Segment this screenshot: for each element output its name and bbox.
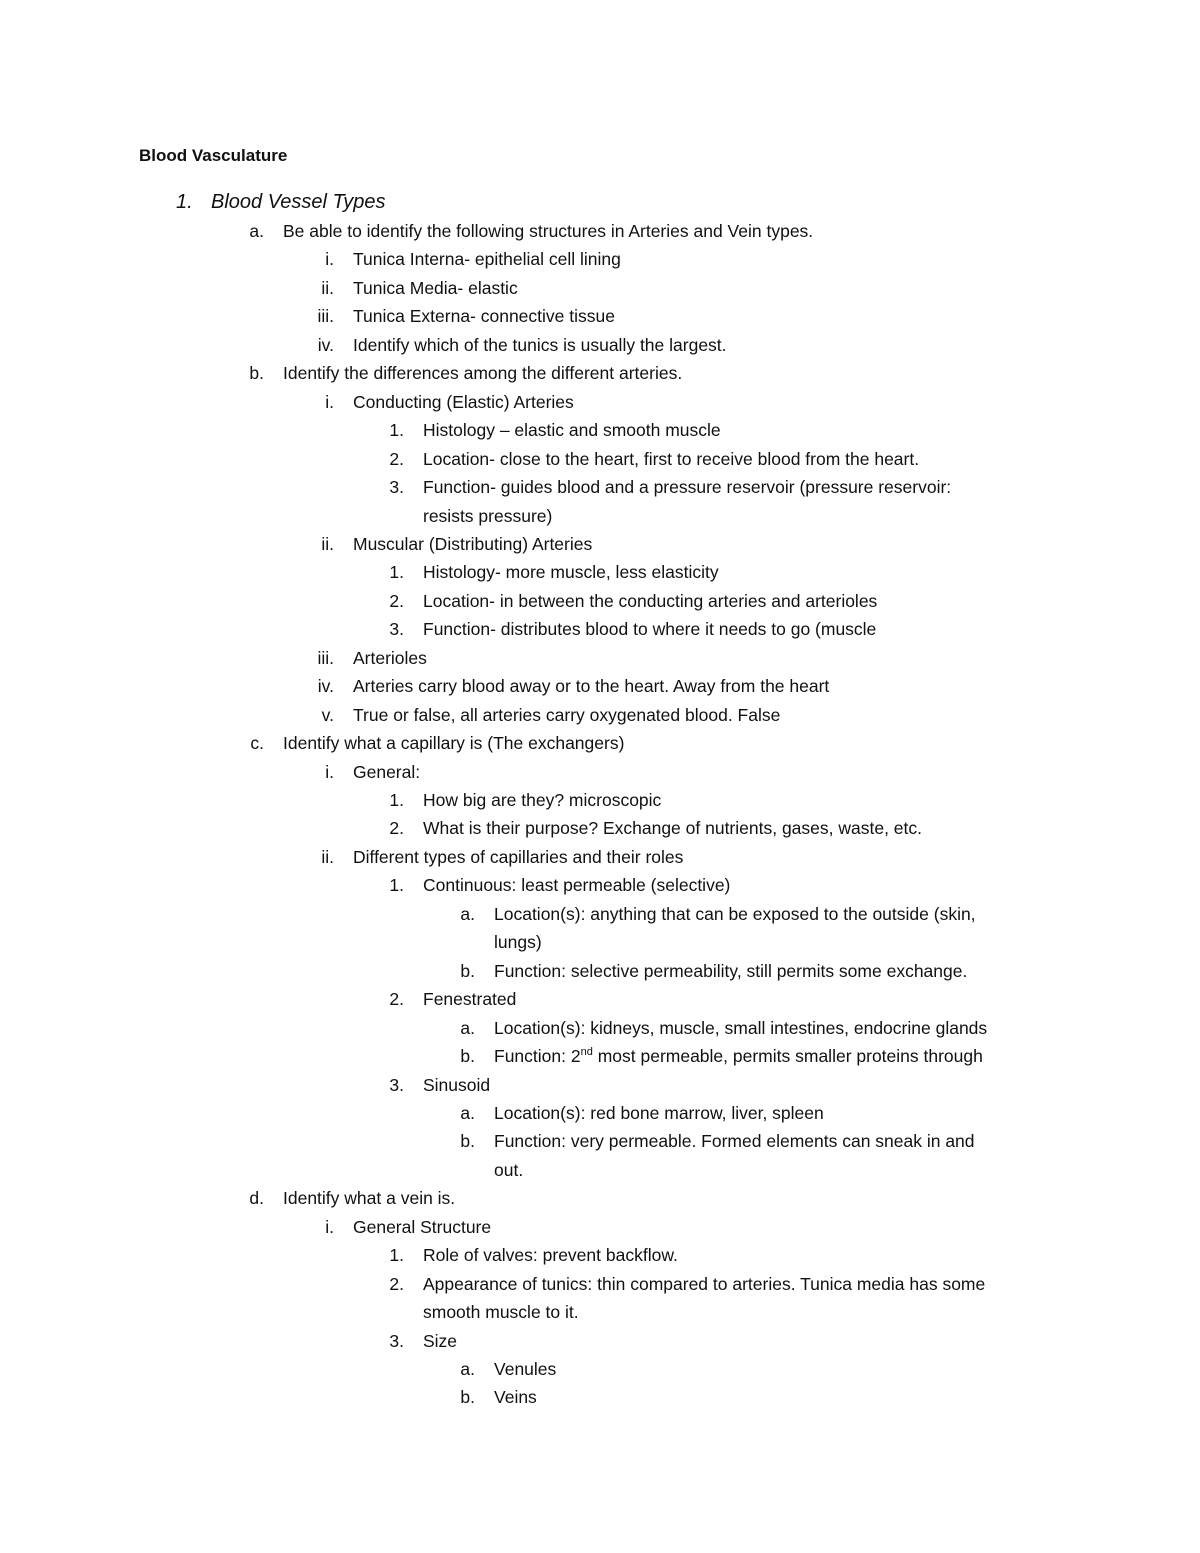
list-item	[283, 1184, 455, 1212]
list-item-text: out.	[494, 1159, 524, 1180]
list-item-text: Tunica Interna- epithelial cell lining	[353, 249, 621, 270]
list-marker: iv.	[317, 676, 334, 697]
list-marker: 1.	[389, 790, 404, 810]
list-marker: v.	[321, 704, 334, 725]
list-item-text: Role of valves: prevent backflow.	[423, 1245, 678, 1266]
list-item-text: smooth muscle to it.	[423, 1302, 579, 1323]
list-item-text: Location(s): kidneys, muscle, small intestines, endocrine glands	[494, 1017, 988, 1038]
list-item-text: Location(s): red bone marrow, liver, spleen	[494, 1102, 824, 1123]
list-item-text: Sinusoid	[423, 1074, 491, 1095]
list-item	[423, 1270, 985, 1298]
list-item	[423, 615, 876, 643]
list-item	[353, 302, 615, 330]
list-marker: iii.	[317, 647, 334, 668]
list-item	[494, 957, 967, 985]
list-item	[353, 672, 829, 700]
list-item	[283, 217, 813, 245]
list-marker: a.	[249, 221, 264, 241]
list-item-text: Size	[423, 1330, 458, 1351]
list-item-text: How big are they? microscopic	[423, 790, 662, 810]
list-marker: 3.	[389, 477, 404, 498]
list-item-text: Identify which of the tunics is usually the largest.	[353, 334, 727, 355]
list-item	[353, 274, 518, 302]
list-item-text: Conducting (Elastic) Arteries	[353, 391, 574, 412]
list-marker: 2.	[389, 1273, 404, 1294]
list-item-text: Muscular (Distributing) Arteries	[353, 533, 593, 554]
list-marker: 1.	[389, 1245, 404, 1266]
list-item	[494, 1014, 987, 1042]
list-item	[423, 871, 730, 899]
list-item	[353, 701, 780, 729]
list-item-text: Location- close to the heart, first to receive blood from the heart.	[423, 448, 920, 469]
list-item	[494, 900, 976, 928]
list-item	[423, 985, 516, 1013]
list-marker: ii.	[321, 533, 334, 554]
section-heading: Blood Vessel Types	[211, 191, 386, 213]
section-heading-marker: 1.	[176, 191, 193, 213]
list-item-text: True or false, all arteries carry oxygenated blood. False	[353, 704, 781, 725]
list-marker: 3.	[389, 1330, 404, 1351]
list-item-text: General:	[353, 761, 421, 782]
list-item	[494, 1383, 537, 1411]
list-item-text: Arteries carry blood away or to the heart. Away from the heart	[353, 676, 830, 697]
list-item	[283, 359, 682, 387]
list-item-text: Histology – elastic and smooth muscle	[423, 420, 721, 441]
list-item-text: resists pressure)	[423, 505, 553, 526]
list-item	[423, 786, 661, 814]
list-marker: iv.	[317, 334, 334, 355]
list-item-text: Venules	[494, 1359, 557, 1379]
list-item-text: Location- in between the conducting arteries and arterioles	[423, 590, 878, 611]
list-item-text: Function- distributes blood to where it needs to go (muscle	[423, 619, 877, 640]
list-item-text: Be able to identify the following structures in Arteries and Vein types.	[283, 221, 814, 241]
list-item	[423, 473, 951, 501]
list-item	[494, 1156, 523, 1184]
list-item-text: Appearance of tunics: thin compared to arteries. Tunica media has some	[423, 1273, 986, 1294]
list-marker: i.	[325, 1216, 334, 1237]
list-marker: iii.	[317, 306, 334, 327]
list-marker: 3.	[389, 619, 404, 640]
list-item	[353, 758, 420, 786]
list-item-text-tail: most permeable, permits smaller proteins through	[592, 1046, 983, 1067]
list-item-text: Arterioles	[353, 647, 427, 668]
list-marker: a.	[460, 1359, 475, 1379]
superscript: nd	[580, 1046, 593, 1059]
list-item	[353, 530, 592, 558]
list-marker: i.	[325, 761, 334, 782]
list-item-text: Identify what a capillary is (The exchangers)	[283, 733, 625, 754]
list-item-text: Continuous: least permeable (selective)	[423, 875, 731, 896]
list-item-text: Function: selective permeability, still permits some exchange.	[494, 960, 968, 981]
list-item	[283, 729, 624, 757]
list-item	[353, 843, 683, 871]
list-item-text: Identify what a vein is.	[283, 1188, 456, 1209]
list-item-text: Tunica Externa- connective tissue	[353, 306, 615, 327]
list-item-text: General Structure	[353, 1216, 492, 1237]
list-item	[353, 644, 427, 672]
list-item-text: Tunica Media- elastic	[353, 277, 518, 298]
document-title: Blood Vasculature	[139, 146, 288, 165]
list-item	[423, 416, 721, 444]
list-item-text: Histology- more muscle, less elasticity	[423, 562, 719, 583]
list-item	[423, 1241, 678, 1269]
list-marker: b.	[460, 1131, 475, 1152]
list-item	[494, 928, 542, 956]
list-item	[423, 502, 552, 530]
list-item	[423, 1327, 457, 1355]
list-item	[494, 1042, 983, 1070]
list-item	[423, 445, 919, 473]
list-item-text: Identify the differences among the different arteries.	[283, 363, 683, 384]
list-marker: 2.	[389, 590, 404, 611]
list-item-text: Veins	[494, 1387, 537, 1408]
list-item	[353, 1213, 491, 1241]
list-item	[353, 388, 574, 416]
list-item	[494, 1099, 824, 1127]
list-marker: 2.	[389, 989, 404, 1010]
list-marker: b.	[460, 1387, 475, 1408]
list-item	[423, 1071, 490, 1099]
list-item	[353, 245, 621, 273]
list-item	[353, 331, 727, 359]
list-item-text: Fenestrated	[423, 989, 517, 1010]
list-item	[423, 814, 922, 842]
list-marker: b.	[460, 960, 475, 981]
list-marker: a.	[460, 1017, 475, 1038]
list-item-text: Function: 2	[494, 1046, 581, 1067]
list-marker: c.	[250, 733, 264, 754]
list-item	[423, 587, 877, 615]
list-marker: i.	[325, 249, 334, 270]
list-marker: i.	[325, 391, 334, 412]
list-marker: ii.	[321, 277, 334, 298]
list-item	[494, 1127, 975, 1155]
list-item-text: What is their purpose? Exchange of nutrients, gases, waste, etc.	[423, 818, 923, 839]
list-marker: 1.	[389, 420, 404, 441]
list-marker: a.	[460, 903, 475, 924]
list-item	[423, 558, 719, 586]
list-marker: b.	[249, 363, 264, 384]
list-item-text: lungs)	[494, 932, 542, 953]
list-item-text: Different types of capillaries and their roles	[353, 846, 684, 867]
list-item	[423, 1298, 579, 1326]
list-marker: 2.	[389, 818, 404, 839]
list-marker: 1.	[389, 875, 404, 896]
list-marker: 2.	[389, 448, 404, 469]
list-marker: d.	[249, 1188, 264, 1209]
list-item-text: Location(s): anything that can be exposed to the outside (skin,	[494, 903, 976, 924]
list-marker: 1.	[389, 562, 404, 583]
list-marker: b.	[460, 1046, 475, 1067]
list-marker: a.	[460, 1102, 475, 1123]
list-item	[494, 1355, 556, 1383]
list-item-text: Function- guides blood and a pressure reservoir (pressure reservoir:	[423, 477, 952, 498]
list-marker: ii.	[321, 846, 334, 867]
list-item-text: Function: very permeable. Formed elements can sneak in and	[494, 1131, 975, 1152]
list-marker: 3.	[389, 1074, 404, 1095]
